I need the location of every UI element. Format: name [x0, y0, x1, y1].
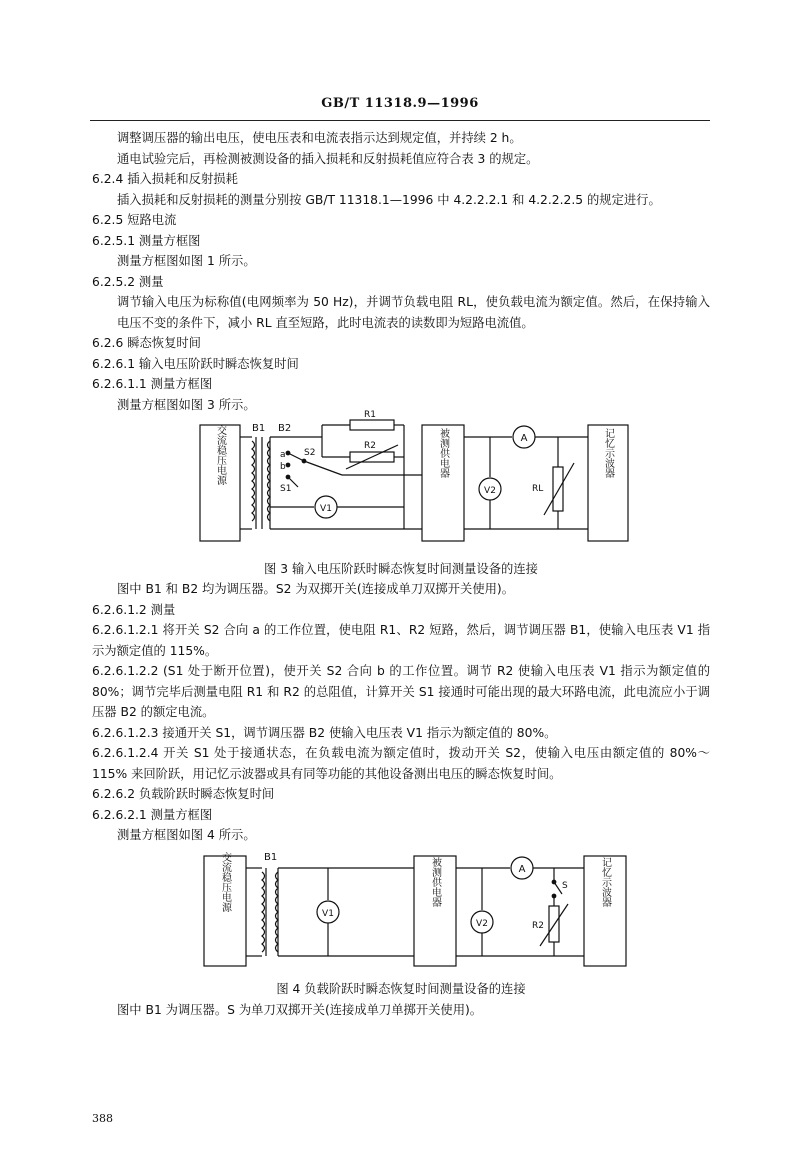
scope-label: 记忆示波器 [599, 856, 611, 907]
device-label: 被测供电器 [429, 856, 441, 907]
contact-a-label: a [280, 450, 286, 460]
b2-label: B2 [278, 423, 292, 434]
body-text-middle [92, 579, 710, 846]
ac-source-label: 交流稳压电源 [219, 851, 231, 912]
s-label: S [562, 880, 568, 891]
v2-label: V2 [476, 918, 488, 929]
b1-label: B1 [264, 851, 278, 863]
a-meter-label: A [518, 863, 526, 875]
text-line: 6.2.6.2 负载阶跃时瞬态恢复时间 [92, 787, 275, 801]
scope-label: 记忆示波器 [602, 428, 614, 478]
text-line: 通电试验完后，再检测被测设备的插入损耗和反射损耗值应符合表 3 的规定。 [117, 151, 539, 166]
r1-resistor [350, 420, 394, 430]
document-header: GB/T 11318.9—1996 [321, 96, 479, 111]
text-line: 6.2.6 瞬态恢复时间 [92, 336, 201, 350]
text-line: 测量方框图如图 3 所示。 [117, 397, 256, 412]
rl-resistor [553, 467, 563, 511]
text-line: 6.2.6.1.2.4 开关 S1 处于接通状态，在负载电流为额定值时，拨动开关 S2，使输入电压由额定值的 80%～115% 来回阶跃，用记忆示波器或具有同等功能的其他设备测出电压的瞬态恢复时间。 [92, 746, 710, 781]
ac-source-label: 交流稳压电源 [214, 425, 226, 485]
r1-label: R1 [364, 410, 376, 420]
device-label: 被测供电器 [437, 428, 449, 478]
v1-label: V1 [322, 908, 334, 919]
body-text-bottom [92, 1000, 710, 1021]
rl-label: RL [532, 484, 544, 494]
r2-label: R2 [364, 441, 376, 451]
text-line: 调整调压器的输出电压，使电压表和电流表指示达到规定值，并持续 2 h。 [117, 131, 522, 145]
header-rule [90, 120, 710, 121]
v2-label: V2 [484, 486, 496, 496]
text-line: 6.2.6.1.2 测量 [92, 602, 176, 617]
text-line: 调节输入电压为标称值(电网频率为 50 Hz)，并调节负载电阻 RL，使负载电流为额定值。然后，在保持输入电压不变的条件下，减小 RL 直至短路，此时电流表的读数即为短路电流值。 [117, 295, 710, 330]
figure-4-diagram [92, 848, 710, 973]
figure-3-diagram [92, 410, 710, 552]
b1-label: B1 [252, 423, 266, 434]
text-line: 6.2.4 插入损耗和反射损耗 [92, 172, 238, 186]
text-line: 测量方框图如图 4 所示。 [117, 828, 256, 842]
text-line: 6.2.5.1 测量方框图 [92, 233, 201, 248]
s1-label: S1 [280, 484, 292, 494]
text-line: 6.2.6.1 输入电压阶跃时瞬态恢复时间 [92, 356, 299, 371]
text-line: 测量方框图如图 1 所示。 [117, 254, 256, 268]
text-line: 6.2.6.2.1 测量方框图 [92, 807, 213, 822]
text-line: 6.2.5 短路电流 [92, 213, 177, 227]
text-line: 6.2.6.1.1 测量方框图 [92, 377, 213, 391]
text-line: 6.2.5.2 测量 [92, 274, 164, 289]
a-meter-label: A [520, 433, 528, 444]
text-line: 图中 B1 和 B2 均为调压器。S2 为双掷开关(连接成单刀双掷开关使用)。 [117, 582, 515, 596]
figure-4 [92, 848, 710, 1000]
document-body [92, 128, 710, 1020]
page-number: 388 [92, 1112, 113, 1125]
body-text-top [92, 128, 710, 415]
text-line: 6.2.6.1.2.1 将开关 S2 合向 a 的工作位置，使电阻 R1、R2 短路，然后，调节调压器 B1，使输入电压表 V1 指示为额定值的 115%。 [92, 623, 710, 658]
figure-3-caption: 图 3 输入电压阶跃时瞬态恢复时间测量设备的连接 [264, 561, 538, 576]
text-line: 6.2.6.1.2.2 (S1 处于断开位置)，使开关 S2 合向 b 的工作位置。调节 R2 使输入电压表 V1 指示为额定值的 80%；调节完毕后测量电阻 R1 和 R2 的总阻值，计算开关 S1 接通时可能出现的最大环路电流，此电流应小于调压器 B2 的额定电流。 [92, 664, 710, 719]
s2-label: S2 [304, 448, 316, 458]
text-line: 6.2.6.1.2.3 接通开关 S1，调节调压器 B2 使输入电压表 V1 指示为额定值的 80%。 [92, 725, 557, 740]
v1-label: V1 [320, 504, 332, 514]
figure-4-caption: 图 4 负载阶跃时瞬态恢复时间测量设备的连接 [276, 982, 526, 996]
figure-3 [92, 410, 710, 579]
r2-label: R2 [532, 920, 544, 931]
text-line: 插入损耗和反射损耗的测量分别按 GB/T 11318.1—1996 中 4.2.2.2.1 和 4.2.2.2.5 的规定进行。 [117, 192, 661, 207]
contact-b-label: b [280, 462, 286, 472]
text-line: 图中 B1 为调压器。S 为单刀双掷开关(连接成单刀单掷开关使用)。 [117, 1002, 483, 1017]
